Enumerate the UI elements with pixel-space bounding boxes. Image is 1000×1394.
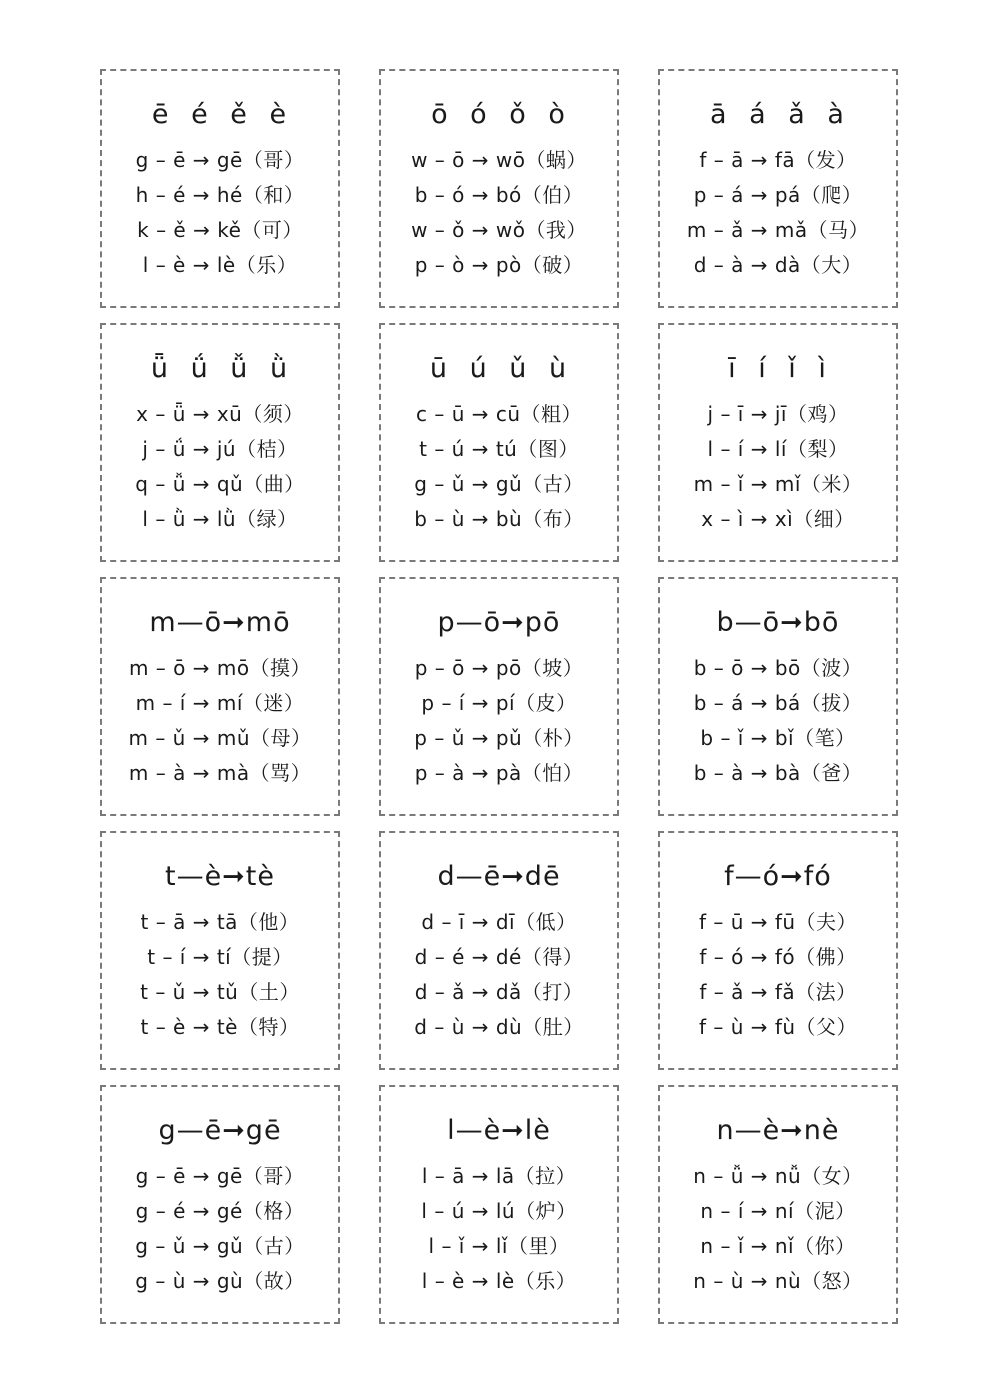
pinyin-card: [658, 69, 898, 308]
spelling-row: l – è → lè（乐）: [142, 253, 298, 277]
spelling-row: b – à → bà（爸）: [693, 761, 863, 785]
spelling-row: b – ǐ → bǐ（笔）: [700, 726, 856, 750]
spelling-row: g – ǔ → gǔ（古）: [135, 1234, 305, 1258]
spelling-row: t – í → tí（提）: [147, 945, 293, 969]
spelling-row: n – í → ní（泥）: [700, 1199, 856, 1223]
spelling-row: g – ē → gē（哥）: [135, 148, 305, 172]
spelling-row: n – ǐ → nǐ（你）: [700, 1234, 856, 1258]
spelling-row: m – ǔ → mǔ（母）: [128, 726, 312, 750]
pinyin-card: [379, 1085, 619, 1324]
spelling-row: j – ī → jī（鸡）: [707, 402, 849, 426]
card-title: t—è➞tè: [164, 861, 276, 892]
pinyin-card: [379, 323, 619, 562]
spelling-row: d – à → dà（大）: [693, 253, 863, 277]
spelling-row: t – ǔ → tǔ（土）: [140, 980, 300, 1004]
card-title: ū ú ǔ ù: [429, 353, 569, 384]
card-title: ā á ǎ à: [710, 99, 846, 130]
spelling-row: l – í → lí（梨）: [707, 437, 849, 461]
card-title: ō ó ǒ ò: [431, 99, 567, 130]
spelling-row: f – ā → fā（发）: [699, 148, 857, 172]
spelling-row: f – ù → fù（父）: [698, 1015, 858, 1039]
spelling-row: b – ó → bó（伯）: [414, 183, 584, 207]
spelling-row: l – ǐ → lǐ（里）: [428, 1234, 570, 1258]
spelling-row: d – ī → dī（低）: [421, 910, 577, 934]
spelling-row: f – ǎ → fǎ（法）: [699, 980, 857, 1004]
spelling-row: j – ǘ → jú（桔）: [142, 437, 298, 461]
spelling-row: p – ǔ → pǔ（朴）: [414, 726, 584, 750]
spelling-row: x – ǖ → xū（须）: [136, 402, 304, 426]
pinyin-card: [379, 831, 619, 1070]
pinyin-card: [658, 323, 898, 562]
spelling-row: p – ō → pō（坡）: [414, 656, 584, 680]
spelling-row: q – ǚ → qǔ（曲）: [135, 472, 305, 496]
pinyin-card: [100, 577, 340, 816]
spelling-row: w – ǒ → wǒ（我）: [411, 218, 587, 242]
spelling-row: m – ō → mō（摸）: [128, 656, 312, 680]
spelling-row: p – á → pá（爬）: [693, 183, 863, 207]
card-title: ǖ ǘ ǚ ǜ: [150, 353, 290, 384]
spelling-row: k – ě → kě（可）: [137, 218, 303, 242]
spelling-row: b – ō → bō（波）: [693, 656, 863, 680]
spelling-row: m – í → mí（迷）: [135, 691, 305, 715]
spelling-row: t – ā → tā（他）: [140, 910, 300, 934]
spelling-row: x – ì → xì（细）: [701, 507, 855, 531]
card-title: n—è➞nè: [716, 1115, 840, 1146]
spelling-row: m – ǐ → mǐ（米）: [693, 472, 863, 496]
card-title: m—ō➞mō: [149, 607, 291, 638]
spelling-row: l – è → lè（乐）: [421, 1269, 577, 1293]
spelling-row: b – ù → bù（布）: [414, 507, 584, 531]
spelling-row: d – é → dé（得）: [414, 945, 584, 969]
pinyin-card: [658, 831, 898, 1070]
pinyin-card: [100, 1085, 340, 1324]
spelling-row: t – ú → tú（图）: [419, 437, 579, 461]
spelling-row: n – ǚ → nǚ（女）: [693, 1164, 863, 1188]
spelling-row: l – ú → lú（炉）: [421, 1199, 577, 1223]
spelling-row: p – ò → pò（破）: [414, 253, 584, 277]
card-title: g—ē➞gē: [158, 1115, 282, 1146]
spelling-row: g – ù → gù（故）: [135, 1269, 305, 1293]
card-title: d—ē➞dē: [437, 861, 561, 892]
spelling-row: p – à → pà（怕）: [414, 761, 584, 785]
spelling-row: n – ù → nù（怒）: [693, 1269, 863, 1293]
spelling-row: t – è → tè（特）: [140, 1015, 300, 1039]
pinyin-card: [100, 69, 340, 308]
pinyin-card: [379, 577, 619, 816]
pinyin-card: [658, 1085, 898, 1324]
spelling-row: d – ǎ → dǎ（打）: [414, 980, 584, 1004]
spelling-row: l – ā → lā（拉）: [421, 1164, 577, 1188]
spelling-row: m – à → mà（骂）: [128, 761, 312, 785]
spelling-row: g – ǔ → gǔ（古）: [414, 472, 584, 496]
spelling-row: h – é → hé（和）: [135, 183, 305, 207]
pinyin-card: [100, 323, 340, 562]
spelling-row: d – ù → dù（肚）: [414, 1015, 584, 1039]
spelling-row: g – é → gé（格）: [135, 1199, 305, 1223]
spelling-row: b – á → bá（拔）: [693, 691, 863, 715]
spelling-row: c – ū → cū（粗）: [415, 402, 583, 426]
pinyin-card: [379, 69, 619, 308]
card-title: p—ō➞pō: [437, 607, 561, 638]
spelling-row: f – ó → fó（佛）: [699, 945, 857, 969]
card-title: b—ō➞bō: [716, 607, 840, 638]
card-title: ē é ě è: [151, 99, 289, 130]
spelling-row: w – ō → wō（蜗）: [411, 148, 587, 172]
card-title: f—ó➞fó: [724, 861, 832, 892]
pinyin-card: [658, 577, 898, 816]
spelling-row: m – ǎ → mǎ（马）: [686, 218, 870, 242]
pinyin-card: [100, 831, 340, 1070]
spelling-row: f – ū → fū（夫）: [698, 910, 858, 934]
card-title: l—è➞lè: [447, 1115, 551, 1146]
spelling-row: l – ǜ → lǜ（绿）: [142, 507, 298, 531]
card-title: ī í ǐ ì: [728, 353, 828, 384]
spelling-row: g – ē → gē（哥）: [135, 1164, 305, 1188]
spelling-row: p – í → pí（皮）: [421, 691, 577, 715]
